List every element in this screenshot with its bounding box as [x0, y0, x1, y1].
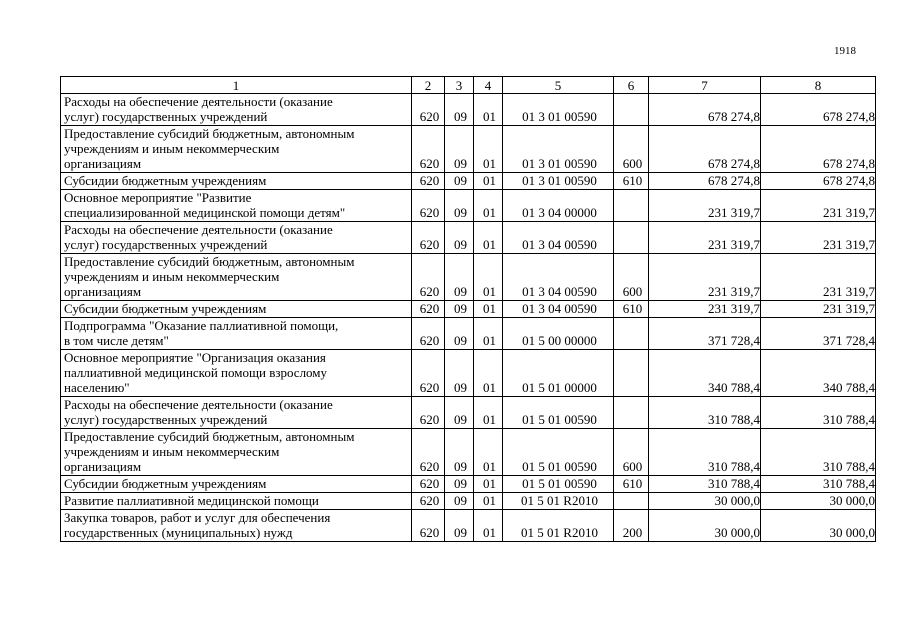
- row-col4-cell: 01: [474, 126, 503, 173]
- table-row: [61, 476, 876, 493]
- row-col4-cell: 01: [474, 222, 503, 254]
- row-name-cell: Расходы на обеспечение деятельности (оказание услуг) государственных учреждений: [61, 94, 412, 126]
- row-col5-cell: 01 5 01 00590: [503, 476, 614, 493]
- row-col8-cell: 231 319,7: [761, 301, 876, 318]
- table-body: [61, 94, 876, 542]
- row-col2-cell: 620: [412, 126, 445, 173]
- row-col3-cell: 09: [445, 301, 474, 318]
- row-col6-cell: [614, 222, 649, 254]
- row-col7-cell: 678 274,8: [649, 173, 761, 190]
- row-col2-cell: 620: [412, 429, 445, 476]
- row-col4-cell: 01: [474, 429, 503, 476]
- row-col8-cell: 310 788,4: [761, 397, 876, 429]
- row-col2-cell: 620: [412, 476, 445, 493]
- page-number: 1918: [834, 45, 856, 57]
- row-col3-cell: 09: [445, 94, 474, 126]
- row-col3-cell: 09: [445, 254, 474, 301]
- row-col7-cell: 340 788,4: [649, 350, 761, 397]
- row-col2-cell: 620: [412, 318, 445, 350]
- row-col6-cell: [614, 493, 649, 510]
- row-col6-cell: [614, 350, 649, 397]
- row-col6-cell: 600: [614, 429, 649, 476]
- row-col7-cell: 231 319,7: [649, 301, 761, 318]
- row-col6-cell: 610: [614, 301, 649, 318]
- column-header: 4: [474, 77, 503, 94]
- row-col7-cell: 310 788,4: [649, 429, 761, 476]
- row-col8-cell: 371 728,4: [761, 318, 876, 350]
- row-col2-cell: 620: [412, 510, 445, 542]
- table-row: [61, 190, 876, 222]
- row-col6-cell: 610: [614, 476, 649, 493]
- row-col2-cell: 620: [412, 254, 445, 301]
- header-row: [61, 77, 876, 94]
- row-col5-cell: 01 5 01 00590: [503, 429, 614, 476]
- row-col8-cell: 231 319,7: [761, 190, 876, 222]
- row-col4-cell: 01: [474, 318, 503, 350]
- row-col2-cell: 620: [412, 397, 445, 429]
- row-col8-cell: 231 319,7: [761, 254, 876, 301]
- row-col8-cell: 30 000,0: [761, 510, 876, 542]
- row-col4-cell: 01: [474, 254, 503, 301]
- row-col5-cell: 01 3 01 00590: [503, 173, 614, 190]
- row-col8-cell: 231 319,7: [761, 222, 876, 254]
- row-col4-cell: 01: [474, 94, 503, 126]
- column-header: 6: [614, 77, 649, 94]
- row-col5-cell: 01 5 01 00000: [503, 350, 614, 397]
- row-col6-cell: 600: [614, 254, 649, 301]
- row-name-cell: Расходы на обеспечение деятельности (оказание услуг) государственных учреждений: [61, 222, 412, 254]
- row-col4-cell: 01: [474, 301, 503, 318]
- row-col3-cell: 09: [445, 126, 474, 173]
- row-name-cell: Предоставление субсидий бюджетным, автономным учреждениям и иным некоммерческим организациям: [61, 254, 412, 301]
- row-col2-cell: 620: [412, 350, 445, 397]
- row-col8-cell: 678 274,8: [761, 126, 876, 173]
- row-col5-cell: 01 3 04 00590: [503, 222, 614, 254]
- row-col7-cell: 310 788,4: [649, 476, 761, 493]
- row-col6-cell: [614, 397, 649, 429]
- row-col8-cell: 340 788,4: [761, 350, 876, 397]
- row-col2-cell: 620: [412, 173, 445, 190]
- row-name-cell: Основное мероприятие "Развитие специализированной медицинской помощи детям": [61, 190, 412, 222]
- row-col6-cell: [614, 318, 649, 350]
- row-col4-cell: 01: [474, 493, 503, 510]
- row-col3-cell: 09: [445, 397, 474, 429]
- row-col2-cell: 620: [412, 301, 445, 318]
- row-col6-cell: [614, 94, 649, 126]
- row-col8-cell: 30 000,0: [761, 493, 876, 510]
- row-col5-cell: 01 3 01 00590: [503, 94, 614, 126]
- row-col4-cell: 01: [474, 397, 503, 429]
- row-col5-cell: 01 5 01 R2010: [503, 510, 614, 542]
- row-col5-cell: 01 3 04 00590: [503, 254, 614, 301]
- row-name-cell: Расходы на обеспечение деятельности (оказание услуг) государственных учреждений: [61, 397, 412, 429]
- row-col3-cell: 09: [445, 510, 474, 542]
- row-col4-cell: 01: [474, 510, 503, 542]
- row-col3-cell: 09: [445, 350, 474, 397]
- row-col7-cell: 310 788,4: [649, 397, 761, 429]
- row-col3-cell: 09: [445, 476, 474, 493]
- row-name-cell: Субсидии бюджетным учреждениям: [61, 476, 412, 493]
- row-col7-cell: 678 274,8: [649, 126, 761, 173]
- column-header: 2: [412, 77, 445, 94]
- table-row: [61, 173, 876, 190]
- row-col4-cell: 01: [474, 173, 503, 190]
- table-row: [61, 126, 876, 173]
- row-col4-cell: 01: [474, 350, 503, 397]
- row-col5-cell: 01 3 04 00000: [503, 190, 614, 222]
- row-name-cell: Закупка товаров, работ и услуг для обеспечения государственных (муниципальных) нужд: [61, 510, 412, 542]
- row-col7-cell: 231 319,7: [649, 190, 761, 222]
- row-name-cell: Основное мероприятие "Организация оказания паллиативной медицинской помощи взрослому населению": [61, 350, 412, 397]
- row-col3-cell: 09: [445, 222, 474, 254]
- row-col5-cell: 01 3 04 00590: [503, 301, 614, 318]
- row-col8-cell: 310 788,4: [761, 429, 876, 476]
- row-col3-cell: 09: [445, 173, 474, 190]
- table-row: [61, 254, 876, 301]
- budget-table: [60, 76, 876, 542]
- row-col6-cell: 200: [614, 510, 649, 542]
- column-header: 3: [445, 77, 474, 94]
- row-name-cell: Предоставление субсидий бюджетным, автономным учреждениям и иным некоммерческим организациям: [61, 429, 412, 476]
- row-name-cell: Субсидии бюджетным учреждениям: [61, 173, 412, 190]
- table-row: [61, 493, 876, 510]
- row-col7-cell: 231 319,7: [649, 254, 761, 301]
- table-row: [61, 397, 876, 429]
- table-row: [61, 94, 876, 126]
- table-row: [61, 318, 876, 350]
- row-col7-cell: 371 728,4: [649, 318, 761, 350]
- row-col7-cell: 231 319,7: [649, 222, 761, 254]
- column-header: 1: [61, 77, 412, 94]
- row-col4-cell: 01: [474, 476, 503, 493]
- row-name-cell: Предоставление субсидий бюджетным, автономным учреждениям и иным некоммерческим организациям: [61, 126, 412, 173]
- row-col7-cell: 678 274,8: [649, 94, 761, 126]
- row-name-cell: Субсидии бюджетным учреждениям: [61, 301, 412, 318]
- row-col6-cell: [614, 190, 649, 222]
- row-col6-cell: 600: [614, 126, 649, 173]
- row-name-cell: Подпрограмма "Оказание паллиативной помощи, в том числе детям": [61, 318, 412, 350]
- row-col6-cell: 610: [614, 173, 649, 190]
- row-col7-cell: 30 000,0: [649, 493, 761, 510]
- column-header: 8: [761, 77, 876, 94]
- row-col2-cell: 620: [412, 493, 445, 510]
- row-col5-cell: 01 5 01 00590: [503, 397, 614, 429]
- row-name-cell: Развитие паллиативной медицинской помощи: [61, 493, 412, 510]
- column-header: 5: [503, 77, 614, 94]
- row-col3-cell: 09: [445, 429, 474, 476]
- row-col8-cell: 310 788,4: [761, 476, 876, 493]
- row-col3-cell: 09: [445, 318, 474, 350]
- table-row: [61, 510, 876, 542]
- row-col7-cell: 30 000,0: [649, 510, 761, 542]
- column-header: 7: [649, 77, 761, 94]
- row-col8-cell: 678 274,8: [761, 94, 876, 126]
- row-col8-cell: 678 274,8: [761, 173, 876, 190]
- table-row: [61, 350, 876, 397]
- row-col5-cell: 01 5 01 R2010: [503, 493, 614, 510]
- row-col5-cell: 01 3 01 00590: [503, 126, 614, 173]
- row-col3-cell: 09: [445, 190, 474, 222]
- table-row: [61, 429, 876, 476]
- table-row: [61, 222, 876, 254]
- table-row: [61, 301, 876, 318]
- row-col3-cell: 09: [445, 493, 474, 510]
- row-col5-cell: 01 5 00 00000: [503, 318, 614, 350]
- row-col2-cell: 620: [412, 222, 445, 254]
- row-col2-cell: 620: [412, 190, 445, 222]
- row-col4-cell: 01: [474, 190, 503, 222]
- row-col2-cell: 620: [412, 94, 445, 126]
